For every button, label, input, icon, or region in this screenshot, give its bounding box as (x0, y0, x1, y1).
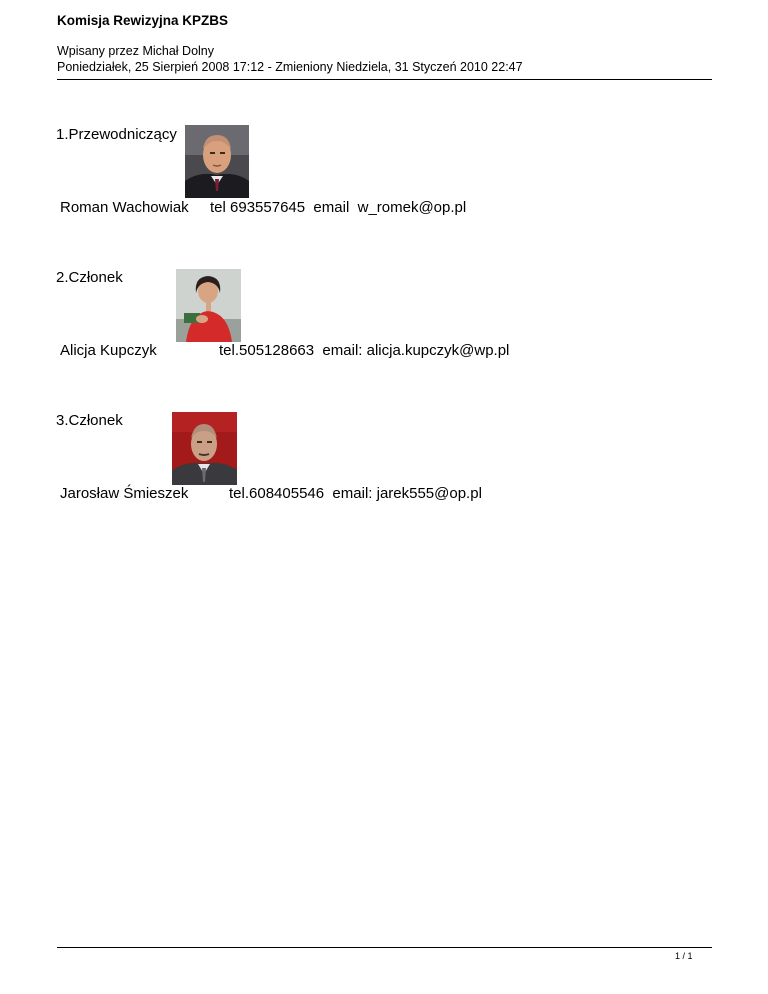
header-divider (57, 79, 712, 80)
member-contact: tel 693557645 email w_romek@op.pl (210, 199, 467, 216)
member-photo (172, 412, 237, 485)
page-number: 1 / 1 (675, 951, 693, 961)
member-role: 2.Członek (56, 269, 123, 286)
member-contact: tel.505128663 email: alicja.kupczyk@wp.pl (219, 342, 510, 359)
member-photo (185, 125, 249, 198)
member-name: Jarosław Śmieszek (60, 485, 189, 502)
member-photo (176, 269, 241, 342)
member-name: Roman Wachowiak (60, 199, 189, 216)
member-name: Alicja Kupczyk (60, 342, 157, 359)
page-title: Komisja Rewizyjna KPZBS (57, 13, 229, 28)
dates-line: Poniedziałek, 25 Sierpień 2008 17:12 - Zmieniony Niedziela, 31 Styczeń 2010 22:47 (57, 59, 523, 74)
member-role: 3.Członek (56, 412, 123, 429)
member-contact: tel.608405546 email: jarek555@op.pl (229, 485, 482, 502)
article-meta (57, 44, 523, 75)
member-role: 1.Przewodniczący (56, 126, 177, 143)
author-line: Wpisany przez Michał Dolny (57, 44, 214, 58)
footer-divider (57, 947, 712, 948)
